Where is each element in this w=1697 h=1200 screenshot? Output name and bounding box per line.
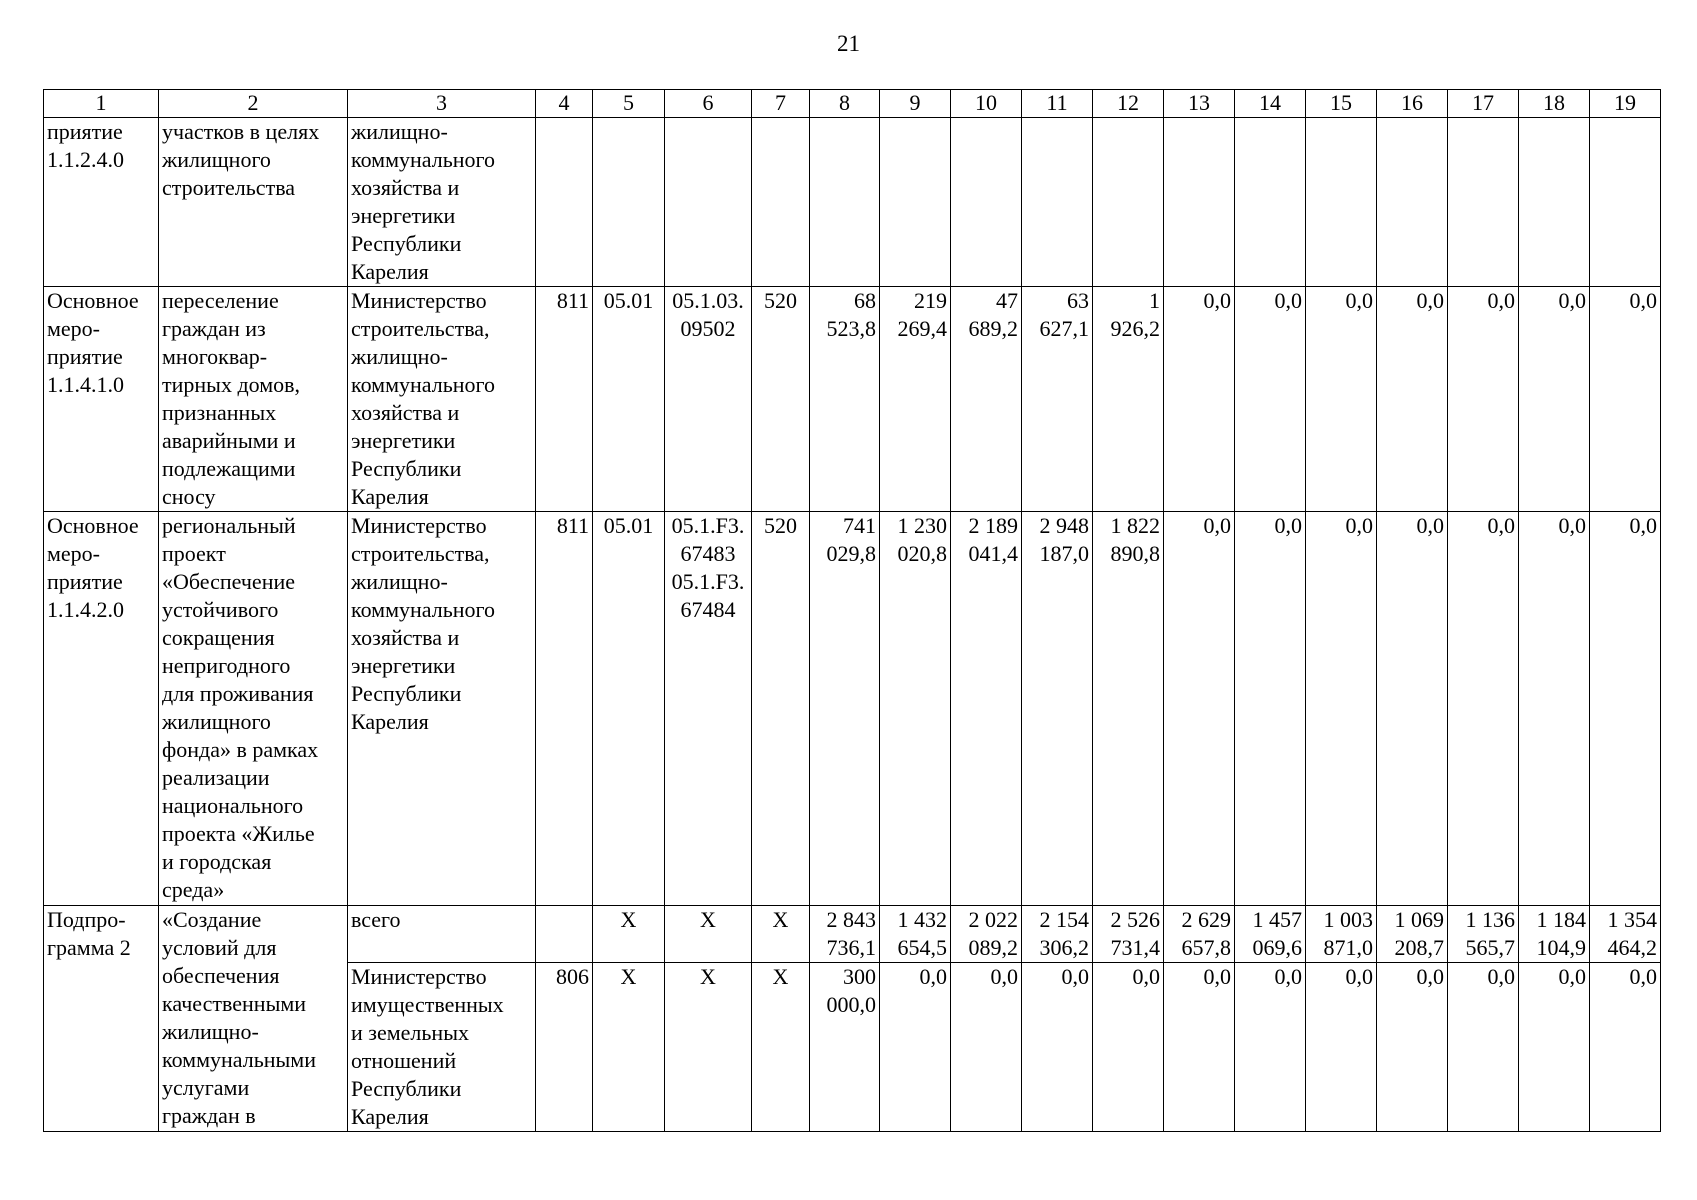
value-cell: 0,0 bbox=[1590, 512, 1661, 906]
value-cell: 0,0 bbox=[1306, 287, 1377, 512]
column-number: 18 bbox=[1519, 90, 1590, 118]
value-cell: 0,0 bbox=[1590, 287, 1661, 512]
value-cell bbox=[1022, 118, 1093, 287]
value-cell: 2 022 089,2 bbox=[951, 906, 1022, 963]
program-status-cell: Основное меро- приятие 1.1.4.2.0 bbox=[44, 512, 159, 906]
program-name-cell: участков в целях жилищного строительства bbox=[159, 118, 348, 287]
value-cell: 0,0 bbox=[1519, 512, 1590, 906]
value-cell: 0,0 bbox=[951, 963, 1022, 1132]
responsible-executor-cell: Министерство строительства, жилищно- коммунального хозяйства и энергетики Республики Карелия bbox=[348, 287, 536, 512]
csr-cell bbox=[665, 118, 752, 287]
table-row bbox=[44, 118, 1661, 287]
column-number: 9 bbox=[880, 90, 951, 118]
value-cell: 0,0 bbox=[1519, 963, 1590, 1132]
column-number: 15 bbox=[1306, 90, 1377, 118]
value-cell: 0,0 bbox=[1164, 512, 1235, 906]
responsible-executor-cell: Министерство строительства, жилищно- коммунального хозяйства и энергетики Республики Карелия bbox=[348, 512, 536, 906]
value-cell: 0,0 bbox=[1235, 287, 1306, 512]
value-cell: 68 523,8 bbox=[810, 287, 880, 512]
column-number: 11 bbox=[1022, 90, 1093, 118]
value-cell: 1 432 654,5 bbox=[880, 906, 951, 963]
value-cell bbox=[1377, 118, 1448, 287]
value-cell: 2 526 731,4 bbox=[1093, 906, 1164, 963]
value-cell: 0,0 bbox=[1377, 287, 1448, 512]
rzpr-cell: 05.01 bbox=[593, 287, 665, 512]
column-number: 4 bbox=[536, 90, 593, 118]
value-cell bbox=[1235, 118, 1306, 287]
column-number: 14 bbox=[1235, 90, 1306, 118]
value-cell: 0,0 bbox=[1235, 512, 1306, 906]
value-cell: 0,0 bbox=[1164, 287, 1235, 512]
grbs-cell: 806 bbox=[536, 963, 593, 1132]
value-cell: 0,0 bbox=[1519, 287, 1590, 512]
column-number: 7 bbox=[752, 90, 810, 118]
table-row bbox=[44, 287, 1661, 512]
vr-cell bbox=[752, 118, 810, 287]
table-row bbox=[44, 512, 1661, 906]
responsible-executor-cell: всего bbox=[348, 906, 536, 963]
column-number: 10 bbox=[951, 90, 1022, 118]
column-number: 1 bbox=[44, 90, 159, 118]
value-cell: 2 948 187,0 bbox=[1022, 512, 1093, 906]
value-cell: 0,0 bbox=[1448, 963, 1519, 1132]
column-number: 12 bbox=[1093, 90, 1164, 118]
value-cell: 1 230 020,8 bbox=[880, 512, 951, 906]
value-cell: 0,0 bbox=[1377, 512, 1448, 906]
value-cell: 2 154 306,2 bbox=[1022, 906, 1093, 963]
grbs-cell bbox=[536, 906, 593, 963]
csr-cell: 05.1.03. 09502 bbox=[665, 287, 752, 512]
value-cell: 47 689,2 bbox=[951, 287, 1022, 512]
budget-table bbox=[43, 89, 1661, 1132]
grbs-cell: 811 bbox=[536, 512, 593, 906]
column-number: 19 bbox=[1590, 90, 1661, 118]
rzpr-cell bbox=[593, 118, 665, 287]
rzpr-cell: Х bbox=[593, 906, 665, 963]
value-cell: 1 926,2 bbox=[1093, 287, 1164, 512]
value-cell: 0,0 bbox=[1377, 963, 1448, 1132]
grbs-cell: 811 bbox=[536, 287, 593, 512]
value-cell: 0,0 bbox=[880, 963, 951, 1132]
program-status-cell: Основное меро- приятие 1.1.4.1.0 bbox=[44, 287, 159, 512]
value-cell bbox=[951, 118, 1022, 287]
column-number: 17 bbox=[1448, 90, 1519, 118]
value-cell bbox=[1519, 118, 1590, 287]
grbs-cell bbox=[536, 118, 593, 287]
value-cell: 1 069 208,7 bbox=[1377, 906, 1448, 963]
page-number: 21 bbox=[837, 31, 860, 56]
value-cell: 0,0 bbox=[1164, 963, 1235, 1132]
value-cell: 0,0 bbox=[1022, 963, 1093, 1132]
value-cell: 2 843 736,1 bbox=[810, 906, 880, 963]
program-status-cell: Подпро- грамма 2 bbox=[44, 906, 159, 1132]
csr-cell: 05.1.F3. 67483 05.1.F3. 67484 bbox=[665, 512, 752, 906]
value-cell: 1 822 890,8 bbox=[1093, 512, 1164, 906]
value-cell: 1 184 104,9 bbox=[1519, 906, 1590, 963]
column-number: 5 bbox=[593, 90, 665, 118]
value-cell: 1 003 871,0 bbox=[1306, 906, 1377, 963]
value-cell: 2 629 657,8 bbox=[1164, 906, 1235, 963]
vr-cell: 520 bbox=[752, 287, 810, 512]
value-cell: 2 189 041,4 bbox=[951, 512, 1022, 906]
column-number: 2 bbox=[159, 90, 348, 118]
value-cell bbox=[1093, 118, 1164, 287]
csr-cell: Х bbox=[665, 906, 752, 963]
responsible-executor-cell: Министерство имущественных и земельных отношений Республики Карелия bbox=[348, 963, 536, 1132]
value-cell: 0,0 bbox=[1306, 963, 1377, 1132]
vr-cell: Х bbox=[752, 963, 810, 1132]
column-number: 13 bbox=[1164, 90, 1235, 118]
value-cell: 0,0 bbox=[1448, 287, 1519, 512]
program-name-cell: «Создание условий для обеспечения качественными жилищно- коммунальными услугами граждан в bbox=[159, 906, 348, 1132]
value-cell: 219 269,4 bbox=[880, 287, 951, 512]
value-cell bbox=[880, 118, 951, 287]
value-cell: 0,0 bbox=[1235, 963, 1306, 1132]
csr-cell: Х bbox=[665, 963, 752, 1132]
program-name-cell: региональный проект «Обеспечение устойчивого сокращения непригодного для проживания жилищного фонда» в рамках реализации национального проекта «Жилье и городская среда» bbox=[159, 512, 348, 906]
value-cell: 741 029,8 bbox=[810, 512, 880, 906]
value-cell: 0,0 bbox=[1306, 512, 1377, 906]
value-cell bbox=[1448, 118, 1519, 287]
program-name-cell: переселение граждан из многоквар- тирных домов, признанных аварийными и подлежащими сносу bbox=[159, 287, 348, 512]
value-cell: 63 627,1 bbox=[1022, 287, 1093, 512]
value-cell: 0,0 bbox=[1590, 963, 1661, 1132]
value-cell bbox=[1164, 118, 1235, 287]
value-cell bbox=[1306, 118, 1377, 287]
vr-cell: Х bbox=[752, 906, 810, 963]
value-cell: 300 000,0 bbox=[810, 963, 880, 1132]
column-numbers-row bbox=[44, 90, 1661, 118]
vr-cell: 520 bbox=[752, 512, 810, 906]
value-cell: 0,0 bbox=[1093, 963, 1164, 1132]
program-status-cell: приятие 1.1.2.4.0 bbox=[44, 118, 159, 287]
responsible-executor-cell: жилищно- коммунального хозяйства и энергетики Республики Карелия bbox=[348, 118, 536, 287]
rzpr-cell: Х bbox=[593, 963, 665, 1132]
column-number: 3 bbox=[348, 90, 536, 118]
value-cell bbox=[810, 118, 880, 287]
column-number: 16 bbox=[1377, 90, 1448, 118]
value-cell: 1 136 565,7 bbox=[1448, 906, 1519, 963]
value-cell: 0,0 bbox=[1448, 512, 1519, 906]
value-cell bbox=[1590, 118, 1661, 287]
value-cell: 1 354 464,2 bbox=[1590, 906, 1661, 963]
rzpr-cell: 05.01 bbox=[593, 512, 665, 906]
value-cell: 1 457 069,6 bbox=[1235, 906, 1306, 963]
column-number: 8 bbox=[810, 90, 880, 118]
column-number: 6 bbox=[665, 90, 752, 118]
table-row bbox=[44, 906, 1661, 963]
